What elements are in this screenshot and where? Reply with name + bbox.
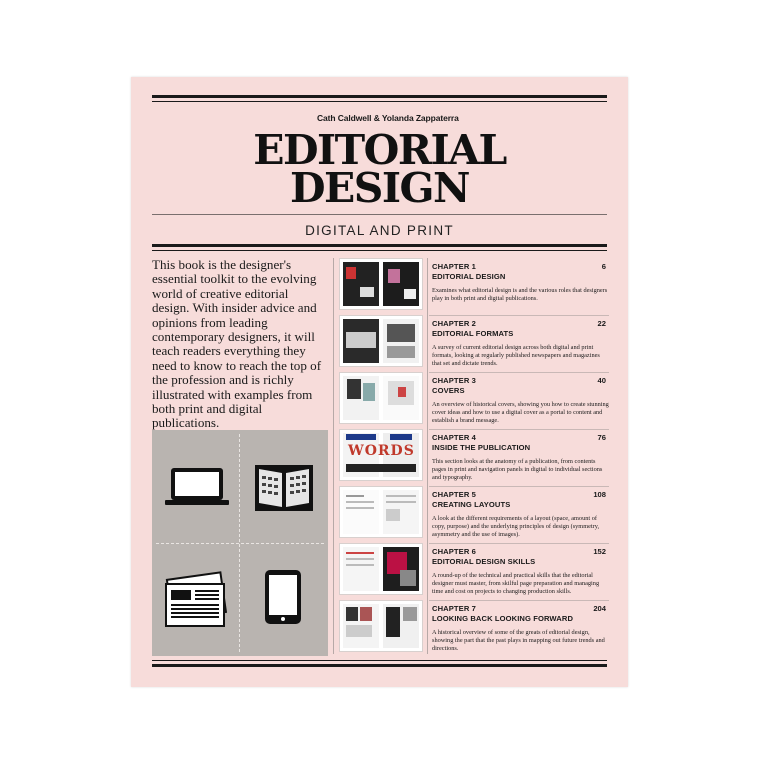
chapter-separator	[429, 315, 609, 316]
bottom-rule-thick	[152, 664, 607, 667]
chapter-page: 204	[593, 604, 606, 613]
chapter-3-thumbnail	[339, 372, 423, 424]
chapter-name: CREATING LAYOUTS	[432, 500, 511, 509]
subtitle: DIGITAL AND PRINT	[305, 223, 454, 238]
chapter-description: A look at the different requirements of a layout (space, amount of copy, purpose) and the underlying principles of design (symmetry, asymmetry and the use of images).	[432, 515, 600, 538]
subtitle-rule-bottom-thick	[152, 244, 607, 247]
chapter-label: CHAPTER 5	[432, 490, 476, 499]
chapter-label: CHAPTER 7	[432, 604, 476, 613]
chapter-label: CHAPTER 1	[432, 262, 476, 271]
chapter-4-thumbnail	[339, 429, 423, 481]
chapter-label: CHAPTER 2	[432, 319, 476, 328]
subtitle-rule-bottom-thin	[152, 250, 607, 251]
chapter-page: 108	[593, 490, 606, 499]
chapter-label: CHAPTER 6	[432, 547, 476, 556]
chapter-label: CHAPTER 3	[432, 376, 476, 385]
chapter-4-entry	[432, 433, 608, 482]
chapter-name: EDITORIAL FORMATS	[432, 329, 514, 338]
chapter-name: EDITORIAL DESIGN	[432, 272, 506, 281]
chapter-separator	[429, 486, 609, 487]
chapter-description: A historical overview of some of the greats of editorial design, showing the part that the past plays in mapping out future trends and directions.	[432, 629, 605, 652]
chapter-page: 152	[593, 547, 606, 556]
chapter-page: 22	[597, 319, 606, 328]
chapter-separator	[429, 600, 609, 601]
intro-text: This book is the designer's essential toolkit to the evolving world of creative editorial design. With insider advice and opinions from leading contemporary designers, it will teach readers everything they need to know to reach the top of the profession and is richly illustrated with examples from both print and digital publications.	[152, 257, 322, 431]
chapter-page: 6	[601, 262, 606, 271]
chapter-7-entry	[432, 604, 608, 653]
title-line-2: DESIGN	[289, 164, 470, 212]
chapter-description: This section looks at the anatomy of a publication, from contents pages in print and navigation panels in digital to individual sections and typography.	[432, 458, 603, 481]
chapter-6-entry	[432, 547, 608, 596]
subtitle-rule-top	[152, 214, 607, 215]
top-rule-thick	[152, 95, 607, 98]
chapter-separator	[429, 543, 609, 544]
chapter-name: COVERS	[432, 386, 465, 395]
column-divider-left	[333, 258, 334, 654]
title-line-1: EDITORIAL	[253, 126, 506, 174]
chapter-description: A round-up of the technical and practical skills that the editorial designer must master, from skilful page preparation and managing time and cost on projects to changing production skills.	[432, 572, 600, 595]
chapter-1-entry	[432, 262, 608, 303]
chapter-description: A survey of current editorial design across both digital and print formats, looking at regularly published newspapers and magazines that set and dictate trends.	[432, 344, 600, 367]
authors: Cath Caldwell & Yolanda Zappaterra	[317, 113, 459, 123]
chapter-3-entry	[432, 376, 608, 425]
chapter-5-thumbnail	[339, 486, 423, 538]
chapter-4-thumbnail-word: WORDS	[348, 443, 415, 459]
chapter-page: 76	[597, 433, 606, 442]
chapter-name: EDITORIAL DESIGN SKILLS	[432, 557, 536, 566]
newspaper-icon	[160, 570, 232, 630]
column-divider-right	[427, 258, 428, 654]
chapter-1-thumbnail	[339, 258, 423, 310]
chapter-2-entry	[432, 319, 608, 368]
bottom-rule-thin	[152, 660, 607, 661]
chapter-page: 40	[597, 376, 606, 385]
chapter-separator	[429, 372, 609, 373]
laptop-icon	[163, 466, 231, 510]
chapter-2-thumbnail	[339, 315, 423, 367]
chapter-6-thumbnail	[339, 543, 423, 595]
chapter-7-thumbnail	[339, 600, 423, 652]
chapter-label: CHAPTER 4	[432, 433, 476, 442]
chapter-5-entry	[432, 490, 608, 539]
chapter-separator	[429, 429, 609, 430]
top-rule-thin	[152, 101, 607, 102]
chapter-name: LOOKING BACK LOOKING FORWARD	[432, 614, 574, 623]
icon-grid	[152, 430, 328, 656]
chapter-name: INSIDE THE PUBLICATION	[432, 443, 531, 452]
chapter-description: Examines what editorial design is and the various roles that designers play in both print and digital publications.	[432, 287, 608, 302]
open-magazine-icon	[253, 461, 315, 513]
chapter-description: An overview of historical covers, showing you how to create stunning cover ideas and how to use a digital cover as a portal to content and establish a brand message.	[432, 401, 609, 424]
tablet-icon	[263, 568, 303, 626]
